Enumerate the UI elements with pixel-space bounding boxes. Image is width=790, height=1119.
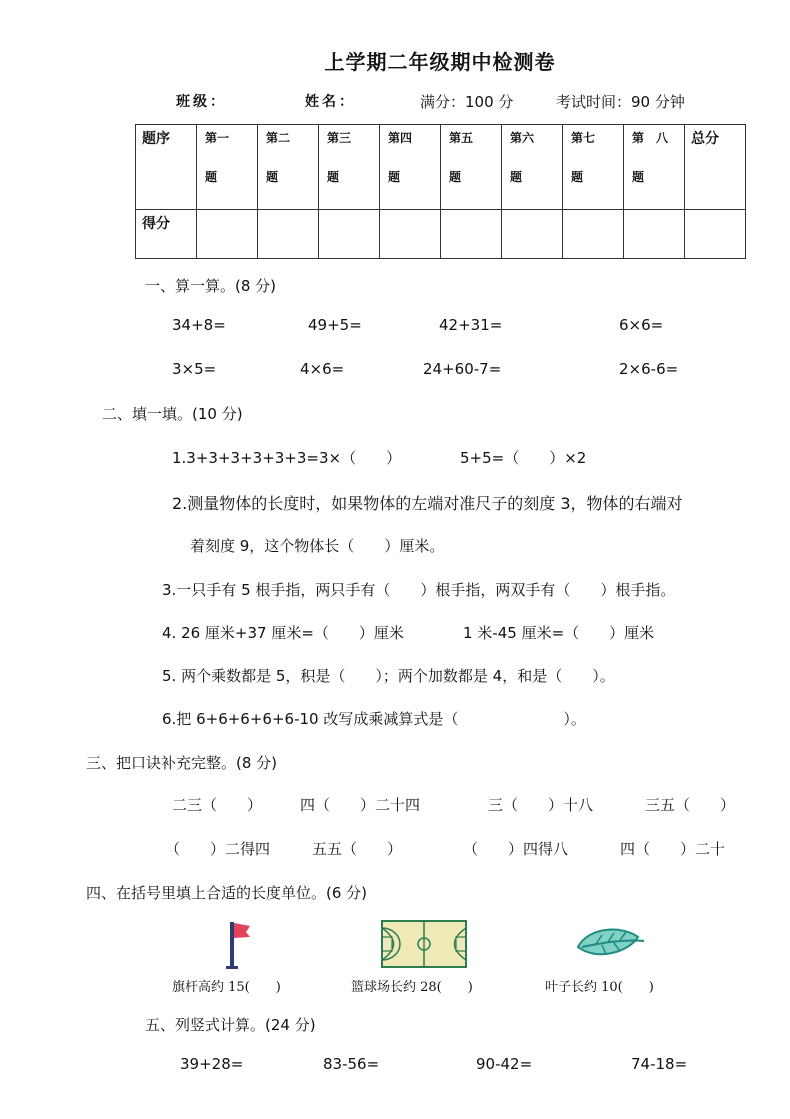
section4-heading: 四、在括号里填上合适的长度单位。(6 分) — [86, 884, 368, 902]
leaf-icon — [574, 923, 648, 963]
fill-q1b: 5+5=（ ）×2 — [460, 449, 587, 467]
fill-q5: 5. 两个乘数都是 5，积是（ ）；两个加数都是 4，和是（ ）。 — [162, 667, 615, 685]
rhyme-item: 三（ ）十八 — [488, 796, 594, 814]
rhyme-item: （ ）二得四 — [165, 840, 271, 858]
header-q7: 第七 题 — [563, 125, 624, 210]
header-q2: 第二 题 — [258, 125, 319, 210]
score-cell[interactable] — [197, 210, 258, 259]
header-q1: 第一 题 — [197, 125, 258, 210]
rhyme-item: 二三（ ） — [172, 796, 263, 814]
fill-q1a: 1.3+3+3+3+3+3=3×（ ） — [172, 449, 402, 467]
section5-heading: 五、列竖式计算。(24 分) — [145, 1016, 316, 1034]
score-table — [135, 124, 746, 259]
score-table-header-row — [136, 125, 746, 210]
header-q3: 第三 题 — [319, 125, 380, 210]
calc-item: 42+31= — [439, 316, 503, 334]
score-table-score-row — [136, 210, 746, 259]
score-cell[interactable] — [685, 210, 746, 259]
fill-q2-line2: 着刻度 9，这个物体长（ ）厘米。 — [190, 537, 445, 555]
score-cell[interactable] — [502, 210, 563, 259]
class-label: 班级： — [176, 94, 227, 110]
vertical-calc-item: 90-42= — [476, 1055, 533, 1073]
rhyme-item: 五五（ ） — [312, 840, 403, 858]
score-cell[interactable] — [563, 210, 624, 259]
calc-item: 4×6= — [300, 360, 345, 378]
score-cell[interactable] — [319, 210, 380, 259]
calc-item: 34+8= — [172, 316, 226, 334]
rhyme-item: （ ）四得八 — [463, 840, 569, 858]
full-marks: 满分：100 分 — [420, 93, 514, 111]
calc-item: 6×6= — [619, 316, 664, 334]
calc-item: 24+60-7= — [423, 360, 502, 378]
unit-item-flagpole: 旗杆高约 15( ) — [172, 980, 281, 995]
exam-time: 考试时间：90 分钟 — [556, 93, 685, 111]
vertical-calc-item: 74-18= — [631, 1055, 688, 1073]
rhyme-item: 四（ ）二十四 — [300, 796, 421, 814]
header-total: 总分 — [685, 125, 746, 210]
header-q8: 第 八 题 — [624, 125, 685, 210]
score-label-cell: 得分 — [136, 210, 197, 259]
unit-item-court: 篮球场长约 28( ) — [351, 980, 473, 995]
section3-heading: 三、把口诀补充完整。(8 分) — [86, 754, 278, 772]
header-q5: 第五 题 — [441, 125, 502, 210]
name-label: 姓名： — [305, 94, 356, 110]
basketball-court-icon — [381, 920, 467, 968]
score-cell[interactable] — [441, 210, 502, 259]
fill-q4b: 1 米-45 厘米=（ ）厘米 — [463, 624, 655, 642]
calc-item: 49+5= — [308, 316, 362, 334]
page-title: 上学期二年级期中检测卷 — [324, 50, 556, 74]
unit-item-leaf: 叶子长约 10( ) — [545, 980, 654, 995]
section1-heading: 一、算一算。(8 分) — [145, 277, 277, 295]
fill-q4a: 4. 26 厘米+37 厘米=（ ）厘米 — [162, 624, 404, 642]
fill-q3: 3.一只手有 5 根手指，两只手有（ ）根手指，两双手有（ ）根手指。 — [162, 581, 676, 599]
score-cell[interactable] — [380, 210, 441, 259]
fill-q2-line1: 2.测量物体的长度时，如果物体的左端对准尺子的刻度 3，物体的右端对 — [172, 494, 683, 513]
vertical-calc-item: 83-56= — [323, 1055, 380, 1073]
calc-item: 2×6-6= — [619, 360, 679, 378]
section2-heading: 二、填一填。(10 分) — [102, 405, 243, 423]
vertical-calc-item: 39+28= — [180, 1055, 244, 1073]
fill-q6: 6.把 6+6+6+6+6-10 改写成乘减算式是（ ）。 — [162, 710, 586, 728]
score-cell[interactable] — [258, 210, 319, 259]
calc-item: 3×5= — [172, 360, 217, 378]
header-q4: 第四 题 — [380, 125, 441, 210]
flag-icon — [222, 918, 254, 970]
header-order-cell: 题序 — [136, 125, 197, 210]
header-q6: 第六 题 — [502, 125, 563, 210]
rhyme-item: 四（ ）二十 — [620, 840, 726, 858]
rhyme-item: 三五（ ） — [645, 796, 736, 814]
score-cell[interactable] — [624, 210, 685, 259]
